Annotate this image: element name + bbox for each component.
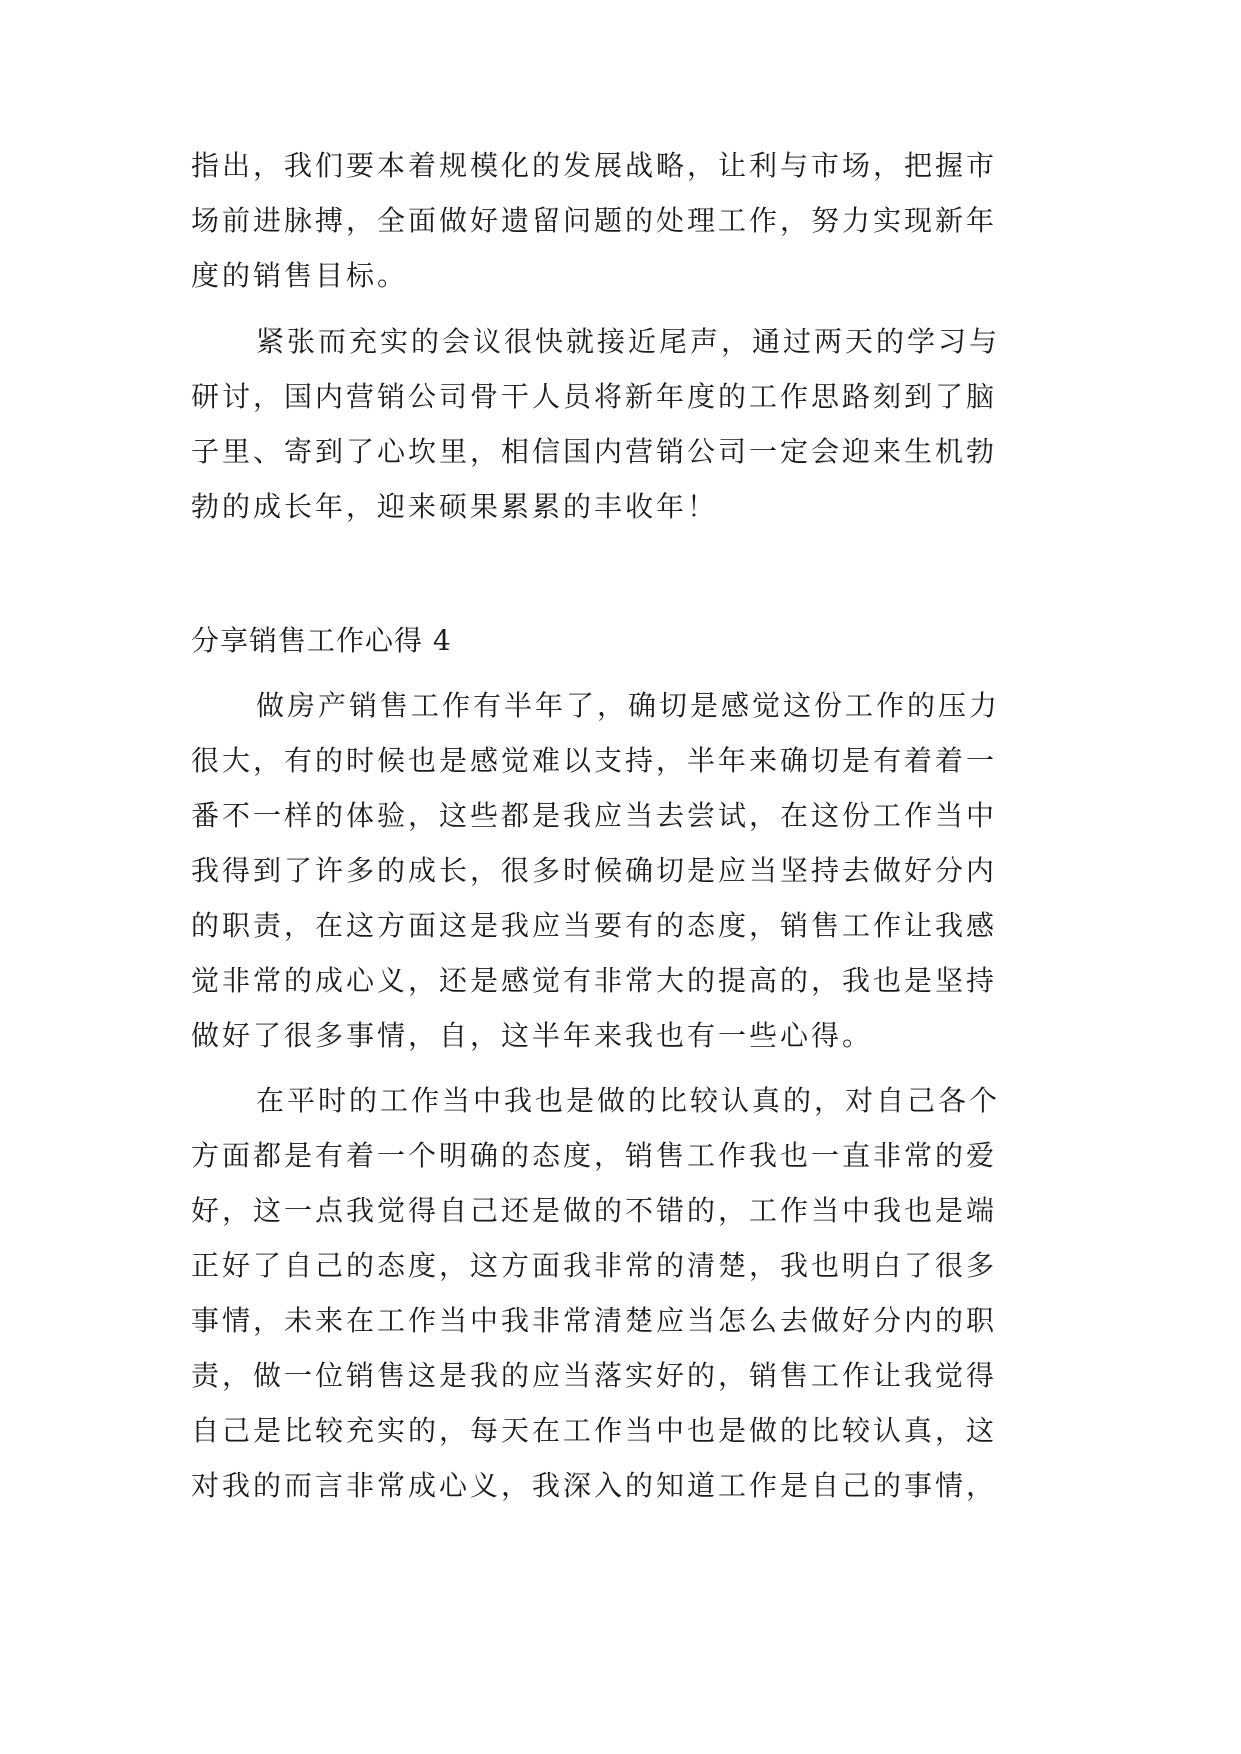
paragraph-line: 的职责，在这方面这是我应当要有的态度，销售工作让我感 bbox=[191, 909, 998, 942]
paragraph-line: 子里、寄到了心坎里，相信国内营销公司一定会迎来生机勃 bbox=[191, 435, 998, 468]
paragraph-line: 我得到了许多的成长，很多时候确切是应当坚持去做好分内 bbox=[191, 854, 998, 887]
paragraph-line: 责，做一位销售这是我的应当落实好的，销售工作让我觉得 bbox=[191, 1359, 998, 1392]
paragraph-line: 做房产销售工作有半年了，确切是感觉这份工作的压力 bbox=[256, 689, 1001, 722]
paragraph-line: 指出，我们要本着规模化的发展战略，让利与市场，把握市 bbox=[191, 149, 998, 182]
paragraph-line: 方面都是有着一个明确的态度，销售工作我也一直非常的爱 bbox=[191, 1139, 998, 1172]
paragraph-line: 事情，未来在工作当中我非常清楚应当怎么去做好分内的职 bbox=[191, 1304, 998, 1337]
paragraph-line: 自己是比较充实的，每天在工作当中也是做的比较认真，这 bbox=[191, 1414, 998, 1447]
paragraph-line: 场前进脉搏，全面做好遗留问题的处理工作，努力实现新年 bbox=[191, 204, 998, 237]
paragraph-line: 好，这一点我觉得自己还是做的不错的，工作当中我也是端 bbox=[191, 1194, 998, 1227]
paragraph-line: 在平时的工作当中我也是做的比较认真的，对自己各个 bbox=[256, 1084, 1001, 1117]
paragraph-line: 番不一样的体验，这些都是我应当去尝试，在这份工作当中 bbox=[191, 799, 998, 832]
section-heading: 分享销售工作心得 4 bbox=[191, 624, 452, 657]
paragraph-line: 研讨，国内营销公司骨干人员将新年度的工作思路刻到了脑 bbox=[191, 380, 998, 413]
paragraph-line: 勃的成长年，迎来硕果累累的丰收年！ bbox=[191, 490, 719, 523]
paragraph-line: 很大，有的时候也是感觉难以支持，半年来确切是有着着一 bbox=[191, 744, 998, 777]
paragraph-line: 做好了很多事情，自，这半年来我也有一些心得。 bbox=[191, 1019, 874, 1052]
paragraph-line: 觉非常的成心义，还是感觉有非常大的提高的，我也是坚持 bbox=[191, 964, 998, 997]
paragraph-line: 度的销售目标。 bbox=[191, 259, 409, 292]
paragraph-line: 对我的而言非常成心义，我深入的知道工作是自己的事情， bbox=[191, 1469, 998, 1502]
paragraph-line: 正好了自己的态度，这方面我非常的清楚，我也明白了很多 bbox=[191, 1249, 998, 1282]
paragraph-line: 紧张而充实的会议很快就接近尾声，通过两天的学习与 bbox=[256, 325, 1001, 358]
